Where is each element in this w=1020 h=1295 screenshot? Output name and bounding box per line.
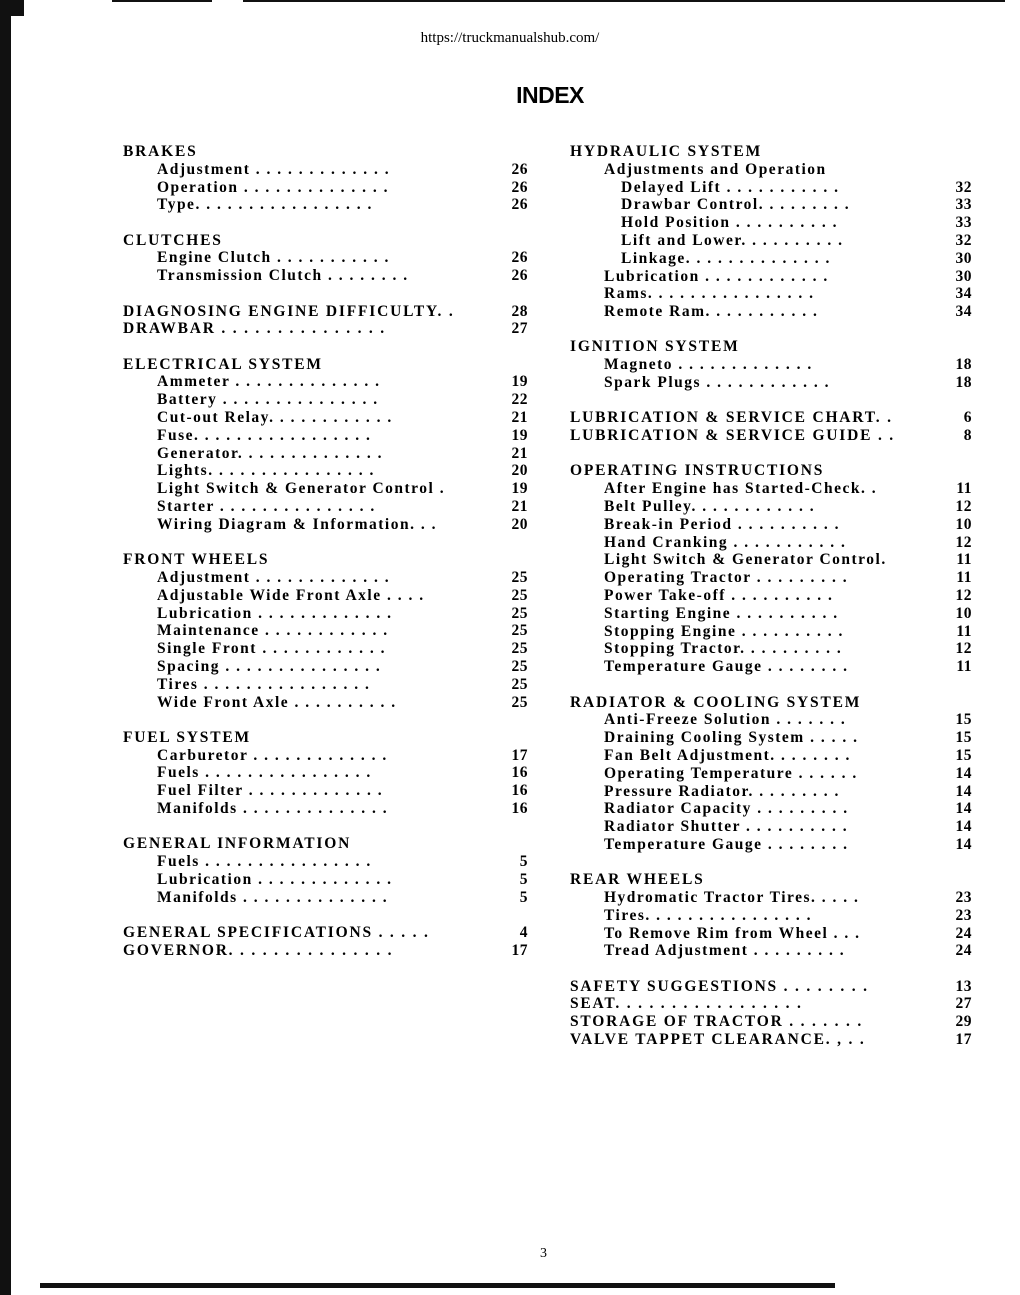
entry-label: Pressure Radiator. . . . . . . . . [604,782,840,800]
page-number: 3 [540,1246,547,1261]
index-entry [123,694,528,712]
entry-page-number: 23 [955,888,972,906]
index-entry [570,765,972,783]
index-entry [570,409,972,427]
entry-page-number: 16 [511,800,528,817]
entry-page-number: 11 [956,551,972,569]
index-entry [123,889,528,907]
entry-page-number: 16 [511,764,528,782]
entry-label: Hold Position . . . . . . . . . . [621,214,839,232]
index-section [123,835,528,906]
entry-label: Hand Cranking . . . . . . . . . . . [604,533,847,551]
entry-page-number: 20 [511,515,528,533]
entry-label: Type. . . . . . . . . . . . . . . . . [157,196,373,214]
source-url[interactable]: https://truckmanualshub.com/ [420,30,600,46]
entry-page-number: 24 [955,924,972,942]
entry-page-number: 27 [511,320,528,338]
entry-label: Radiator Shutter . . . . . . . . . . [604,818,849,836]
index-entry [570,836,972,854]
entry-label: Single Front . . . . . . . . . . . . [157,640,386,658]
entry-label: VALVE TAPPET CLEARANCE. , . . [570,1031,866,1049]
index-entry [570,818,972,836]
entry-label: Stopping Engine . . . . . . . . . . [604,622,844,640]
entry-page-number: 25 [511,568,528,586]
entry-page-number: 21 [511,409,528,427]
index-entry [570,729,972,747]
index-entry [123,605,528,623]
scan-corner-mark [0,0,24,16]
entry-label: Cut-out Relay. . . . . . . . . . . . [157,409,393,427]
entry-label: Operation . . . . . . . . . . . . . . [157,178,390,196]
top-rule-left [112,0,212,2]
entry-page-number: 25 [511,622,528,640]
entry-label: Manifolds . . . . . . . . . . . . . . [157,888,389,906]
index-entry [570,925,972,943]
entry-label: Belt Pulley. . . . . . . . . . . . [604,498,816,516]
index-entry [570,232,972,250]
entry-label: Light Switch & Generator Control . [157,480,446,498]
index-entry [123,871,528,889]
entry-label: Draining Cooling System . . . . . [604,729,859,747]
index-section [570,978,972,1049]
entry-page-number: 20 [511,462,528,480]
entry-page-number: 25 [511,693,528,711]
entry-label: Generator. . . . . . . . . . . . . . [157,444,384,462]
entry-page-number: 8 [963,427,972,445]
index-entry [570,285,972,303]
entry-page-number: 12 [955,587,972,605]
entry-label: Carburetor . . . . . . . . . . . . . [157,746,388,764]
entry-page-number: 14 [955,818,972,836]
entry-label: DRAWBAR . . . . . . . . . . . . . . . [123,320,386,338]
section-heading: RADIATOR & COOLING SYSTEM [570,693,862,711]
scan-edge-bar [0,0,11,1295]
entry-label: Rams. . . . . . . . . . . . . . . . [604,285,815,303]
entry-page-number: 15 [955,711,972,729]
entry-label: Lift and Lower. . . . . . . . . . [621,231,844,249]
entry-label: Lights. . . . . . . . . . . . . . . . [157,462,375,480]
index-entry [570,800,972,818]
entry-label: Wiring Diagram & Information. . . [157,515,437,533]
index-entry [123,303,528,321]
entry-page-number: 17 [511,746,528,764]
page-title: INDEX [516,82,584,108]
index-entry [123,196,528,214]
index-entry [570,480,972,498]
index-entry [123,516,528,534]
index-right-column [570,143,972,1066]
section-heading: BRAKES [123,143,198,160]
index-entry [570,161,972,179]
entry-page-number: 17 [511,941,528,959]
index-entry [570,640,972,658]
section-heading: FRONT WHEELS [123,551,270,569]
entry-label: Spacing . . . . . . . . . . . . . . . [157,657,382,675]
entry-label: Fuse. . . . . . . . . . . . . . . . . [157,426,372,444]
entry-label: After Engine has Started-Check. . [604,480,878,498]
index-entry [570,498,972,516]
entry-page-number: 5 [519,870,528,888]
index-entry [123,800,528,818]
entry-page-number: 32 [955,231,972,249]
index-section [123,729,528,818]
entry-label: Stopping Tractor. . . . . . . . . . [604,640,843,658]
entry-page-number: 22 [511,391,528,409]
entry-label: Manifolds . . . . . . . . . . . . . . [157,800,389,817]
entry-page-number: 30 [955,249,972,267]
entry-page-number: 5 [519,888,528,906]
index-entry [123,587,528,605]
index-entry [123,853,528,871]
entry-label: Remote Ram. . . . . . . . . . . [604,303,819,321]
entry-page-number: 25 [511,640,528,658]
entry-page-number: 4 [519,923,528,941]
index-entry [123,498,528,516]
index-section [123,303,528,339]
index-entry [570,942,972,960]
entry-label: Adjustment . . . . . . . . . . . . . [157,568,391,586]
section-heading: CLUTCHES [123,231,223,249]
entry-label: LUBRICATION & SERVICE CHART. . [570,409,893,427]
index-entry [123,658,528,676]
entry-label: Adjustable Wide Front Axle . . . . [157,586,425,604]
entry-label: Power Take-off . . . . . . . . . . [604,587,834,605]
entry-label: Radiator Capacity . . . . . . . . . [604,800,849,818]
index-entry [570,978,972,996]
entry-page-number: 12 [955,498,972,516]
entry-label: Light Switch & Generator Control. [604,551,887,569]
entry-page-number: 15 [955,746,972,764]
entry-page-number: 21 [511,498,528,516]
entry-page-number: 34 [955,285,972,303]
entry-page-number: 26 [511,196,528,214]
index-entry [123,622,528,640]
entry-label: Tread Adjustment . . . . . . . . . [604,942,846,960]
entry-label: Fuels . . . . . . . . . . . . . . . . [157,853,372,871]
bottom-rule [40,1283,835,1288]
section-heading: OPERATING INSTRUCTIONS [570,462,825,480]
entry-label: Engine Clutch . . . . . . . . . . . [157,249,390,267]
section-heading: REAR WHEELS [570,871,705,889]
entry-label: Lubrication . . . . . . . . . . . . . [157,870,393,888]
index-section [570,338,972,391]
entry-label: Lubrication . . . . . . . . . . . . . [157,604,393,622]
entry-page-number: 14 [955,835,972,853]
entry-page-number: 21 [511,444,528,462]
entry-page-number: 26 [511,267,528,285]
entry-label: Operating Temperature . . . . . . [604,764,858,782]
index-entry [123,267,528,285]
index-entry [570,587,972,605]
entry-page-number: 27 [955,995,972,1013]
section-heading: ELECTRICAL SYSTEM [123,355,323,373]
index-entry [570,569,972,587]
entry-page-number: 11 [956,480,972,498]
entry-page-number: 13 [955,977,972,995]
entry-page-number: 33 [955,196,972,214]
index-entry [123,782,528,800]
entry-label: Fuel Filter . . . . . . . . . . . . . [157,782,384,800]
index-entry [570,250,972,268]
index-entry [570,534,972,552]
index-entry [123,676,528,694]
index-entry [123,161,528,179]
section-heading: FUEL SYSTEM [123,728,251,746]
entry-label: Magneto . . . . . . . . . . . . . [604,356,813,374]
entry-page-number: 32 [955,178,972,196]
index-entry [123,409,528,427]
section-heading: HYDRAULIC SYSTEM [570,143,763,160]
index-entry [123,764,528,782]
entry-label: Linkage. . . . . . . . . . . . . . [621,249,831,267]
entry-label: Lubrication . . . . . . . . . . . . [604,267,829,285]
entry-page-number: 6 [963,409,972,427]
entry-page-number: 14 [955,782,972,800]
index-entry [123,320,528,338]
entry-label: Tires. . . . . . . . . . . . . . . . [604,906,813,924]
index-entry [123,747,528,765]
entry-page-number: 10 [955,515,972,533]
entry-page-number: 17 [955,1031,972,1049]
index-section [570,409,972,445]
entry-label: Hydromatic Tractor Tires. . . . . [604,888,860,906]
index-entry [570,783,972,801]
index-entry [570,907,972,925]
index-entry [570,196,972,214]
entry-label: To Remove Rim from Wheel . . . [604,924,861,942]
index-left-column [123,143,528,977]
index-section [123,924,528,960]
entry-label: Battery . . . . . . . . . . . . . . . [157,391,379,409]
index-entry [570,551,972,569]
entry-page-number: 5 [519,853,528,871]
entry-page-number: 26 [511,178,528,196]
entry-label: Delayed Lift . . . . . . . . . . . [621,178,840,196]
index-entry [123,569,528,587]
entry-page-number: 16 [511,782,528,800]
entry-page-number: 33 [955,214,972,232]
entry-page-number: 19 [511,426,528,444]
index-entry [570,427,972,445]
index-entry [570,995,972,1013]
index-entry [123,427,528,445]
index-section [123,143,528,214]
index-entry [123,462,528,480]
entry-label: Operating Tractor . . . . . . . . . [604,569,849,587]
entry-page-number: 11 [956,569,972,587]
entry-label: Maintenance . . . . . . . . . . . . [157,622,389,640]
entry-label: SAFETY SUGGESTIONS . . . . . . . . [570,977,869,995]
top-rule-right [243,0,1005,2]
index-entry [123,480,528,498]
index-entry [570,356,972,374]
entry-page-number: 23 [955,906,972,924]
index-entry [570,303,972,321]
index-section [123,551,528,711]
index-entry [123,924,528,942]
index-section [570,143,972,321]
entry-page-number: 10 [955,604,972,622]
entry-page-number: 19 [511,480,528,498]
index-entry [570,214,972,232]
entry-page-number: 26 [511,160,528,178]
entry-label: LUBRICATION & SERVICE GUIDE . . [570,427,895,445]
entry-label: GENERAL SPECIFICATIONS . . . . . [123,923,430,941]
index-section [123,356,528,534]
entry-label: Fan Belt Adjustment. . . . . . . . [604,746,851,764]
index-section [570,462,972,676]
entry-page-number: 18 [955,374,972,392]
index-entry [570,623,972,641]
index-entry [570,179,972,197]
entry-label: Starting Engine . . . . . . . . . . [604,604,839,622]
index-entry [123,640,528,658]
entry-label: GOVERNOR. . . . . . . . . . . . . . . [123,941,394,959]
index-section [123,232,528,285]
index-entry [570,711,972,729]
entry-label: Tires . . . . . . . . . . . . . . . . [157,675,371,693]
index-entry [123,445,528,463]
entry-label: SEAT. . . . . . . . . . . . . . . . . [570,995,803,1013]
entry-page-number: 25 [511,657,528,675]
entry-label: Break-in Period . . . . . . . . . . [604,515,841,533]
entry-page-number: 30 [955,267,972,285]
index-entry [570,516,972,534]
entry-page-number: 26 [511,249,528,267]
entry-label: Transmission Clutch . . . . . . . . [157,267,409,285]
entry-page-number: 28 [511,302,528,320]
section-heading: GENERAL INFORMATION [123,835,352,853]
entry-label: Wide Front Axle . . . . . . . . . . [157,693,397,711]
entry-page-number: 11 [956,622,972,640]
entry-label: DIAGNOSING ENGINE DIFFICULTY. . [123,302,455,320]
entry-label: Drawbar Control. . . . . . . . . [621,196,851,214]
index-entry [123,942,528,960]
entry-label: Anti-Freeze Solution . . . . . . . [604,711,847,729]
entry-page-number: 34 [955,303,972,321]
section-heading: IGNITION SYSTEM [570,338,740,356]
entry-page-number: 11 [956,658,972,676]
entry-label: Ammeter . . . . . . . . . . . . . . [157,373,381,391]
entry-label: Spark Plugs . . . . . . . . . . . . [604,374,831,392]
index-entry [123,249,528,267]
index-entry [570,268,972,286]
index-entry [123,179,528,197]
entry-label: Temperature Gauge . . . . . . . . [604,835,849,853]
index-entry [570,658,972,676]
entry-label: Adjustment . . . . . . . . . . . . . [157,160,391,178]
entry-page-number: 25 [511,675,528,693]
entry-page-number: 15 [955,729,972,747]
entry-label: Adjustments and Operation [604,160,827,178]
index-section [570,694,972,854]
entry-page-number: 12 [955,533,972,551]
index-entry [123,373,528,391]
index-entry [570,747,972,765]
index-entry [570,374,972,392]
entry-page-number: 14 [955,764,972,782]
index-entry [570,889,972,907]
index-entry [570,605,972,623]
entry-page-number: 14 [955,800,972,818]
entry-page-number: 18 [955,356,972,374]
entry-page-number: 25 [511,604,528,622]
entry-page-number: 29 [955,1013,972,1031]
entry-label: Fuels . . . . . . . . . . . . . . . . [157,764,372,782]
entry-page-number: 25 [511,586,528,604]
index-section [570,871,972,960]
index-entry [123,391,528,409]
entry-page-number: 19 [511,373,528,391]
index-entry [570,1013,972,1031]
entry-label: Temperature Gauge . . . . . . . . [604,658,849,676]
entry-label: Starter . . . . . . . . . . . . . . . [157,498,376,516]
entry-page-number: 12 [955,640,972,658]
entry-page-number: 24 [955,942,972,960]
entry-label: STORAGE OF TRACTOR . . . . . . . [570,1013,864,1031]
index-entry [570,1031,972,1049]
